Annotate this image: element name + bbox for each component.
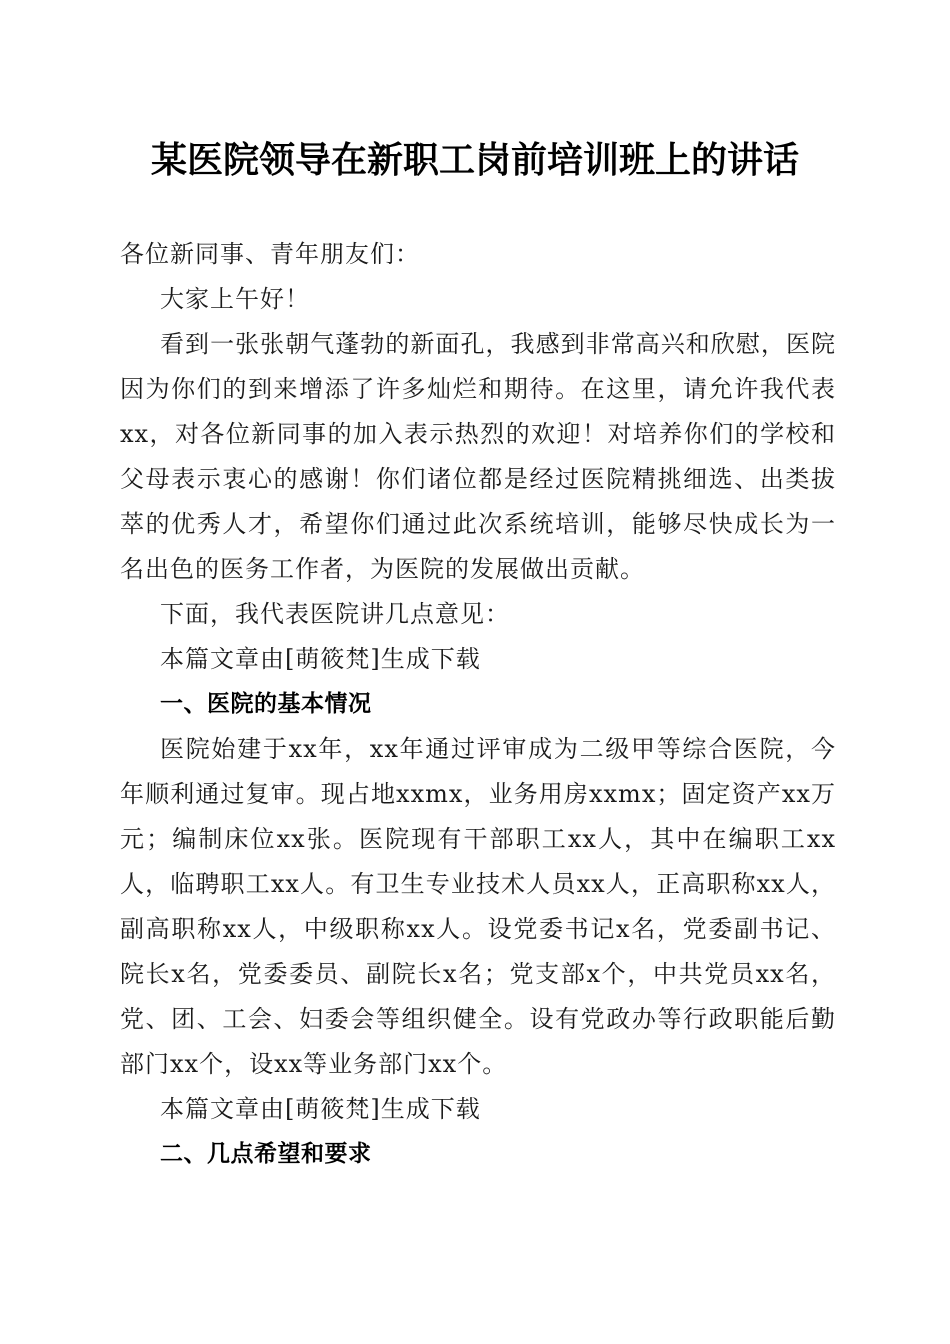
document-title: 某医院领导在新职工岗前培训班上的讲话 [150, 139, 799, 181]
download-notice: 本篇文章由[萌筱梵]生成下载 [160, 645, 481, 673]
transition-paragraph: 下面，我代表医院讲几点意见： [160, 600, 510, 628]
salutation: 各位新同事、青年朋友们： [120, 240, 420, 268]
section-basic-info-paragraph: 医院始建于xx年，xx年通过评审成为二级甲等综合医院，今年顺利通过复审。现占地xxmx，业务用房xxmx；固定资产xx万元；编制床位xx张。医院现有干部职工xx人，其中在编职工xx人，临聘职工xx人。有卫生专业技术人员xx人，正高职称xx人，副高职称xx人，中级职称xx人。设党委书记x名，党委副书记、院长x名，党委委员、副院长x名；党支部x个，中共党员xx名，党、团、工会、妇委会等组织健全。设有党政办等行政职能后勤部门xx个，设xx等业务部门xx个。 [120, 735, 836, 1078]
document-body [120, 232, 836, 1177]
download-notice: 本篇文章由[萌筱梵]生成下载 [160, 1095, 481, 1123]
intro-paragraph: 看到一张张朝气蓬勃的新面孔，我感到非常高兴和欣慰，医院因为你们的到来增添了许多灿烂和期待。在这里，请允许我代表xx，对各位新同事的加入表示热烈的欢迎！对培养你们的学校和父母表示衷心的感谢！你们诸位都是经过医院精挑细选、出类拔萃的优秀人才，希望你们通过此次系统培训，能够尽快成长为一名出色的医务工作者，为医院的发展做出贡献。 [120, 330, 836, 583]
section-heading-hopes: 二、几点希望和要求 [160, 1141, 372, 1167]
greeting: 大家上午好！ [160, 285, 310, 313]
section-heading-basic-info: 一、医院的基本情况 [160, 691, 372, 717]
